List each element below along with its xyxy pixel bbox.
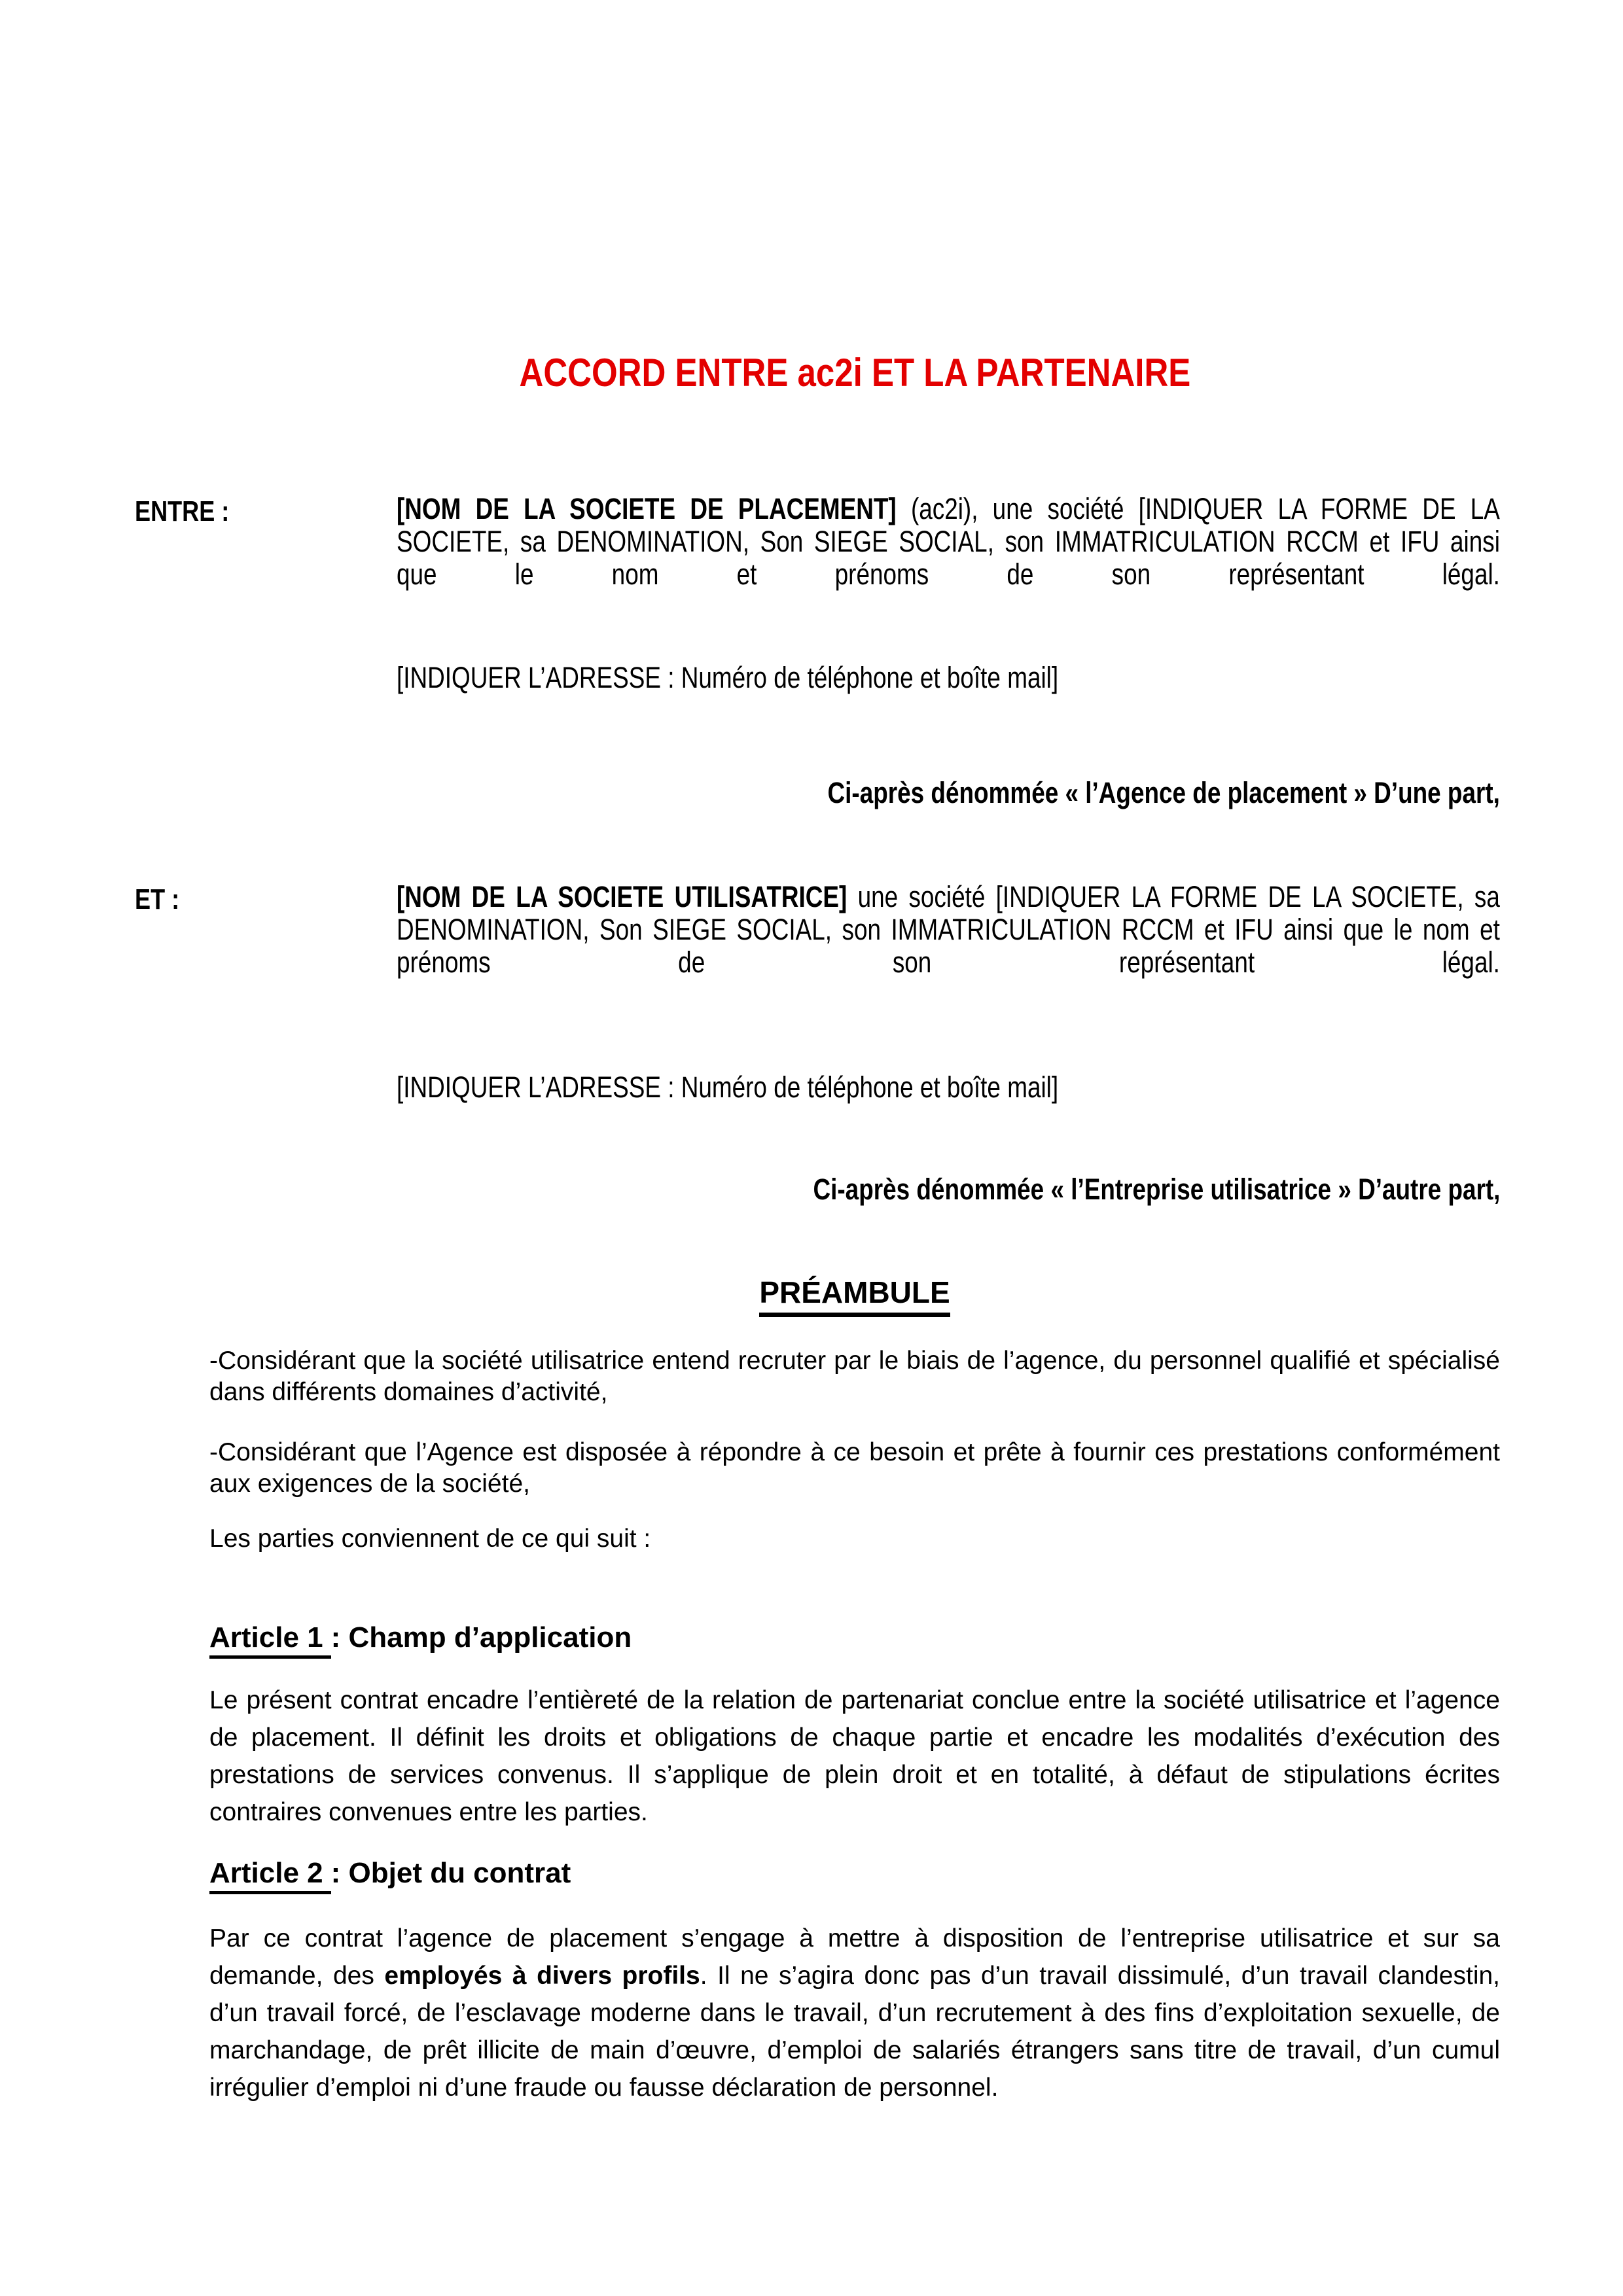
article-1-number: Article 1 — [209, 1621, 331, 1659]
et-label: ET : — [135, 883, 180, 915]
entre-label: ENTRE : — [135, 495, 230, 527]
article-2-number: Article 2 — [209, 1857, 331, 1894]
et-designation-row — [397, 1173, 1500, 1207]
article-1-title: : Champ d’application — [330, 1621, 632, 1653]
et-address-placeholder: [INDIQUER L’ADRESSE : Numéro de téléphone et boîte mail] — [397, 1070, 1059, 1104]
preamble-paragraph-1: -Considérant que la société utilisatrice entend recruter par le biais de l’agence, du personnel qualifié et spécialisé dans différents domaines d’activité, — [209, 1347, 1500, 1406]
entre-description: (ac2i), une société [INDIQUER LA FORME DE LA SOCIETE, sa DENOMINATION, Son SIEGE SOCIAL, son IMMATRICULATION RCCM et IFU ainsi que le nom et prénoms de son représentant légal. — [397, 492, 1500, 591]
et-designation: Ci-après dénommée « l’Entreprise utilisatrice » D’autre part, — [813, 1173, 1500, 1206]
entre-paragraph — [397, 493, 1500, 591]
et-paragraph — [397, 881, 1500, 979]
preamble-heading-row — [209, 1275, 1500, 1317]
entre-address-placeholder: [INDIQUER L’ADRESSE : Numéro de téléphone et boîte mail] — [397, 661, 1059, 694]
article-1-heading — [209, 1621, 632, 1654]
article-2-body — [209, 1920, 1500, 2106]
et-company-name-placeholder: [NOM DE LA SOCIETE UTILISATRICE] — [397, 880, 847, 913]
entre-company-name-placeholder: [NOM DE LA SOCIETE DE PLACEMENT] — [397, 492, 897, 525]
et-description: une société [INDIQUER LA FORME DE LA SOCIETE, sa DENOMINATION, Son SIEGE SOCIAL, son IMMATRICULATION RCCM et IFU ainsi que le nom et prénoms de son représentant légal. — [397, 880, 1500, 979]
entre-designation-row — [397, 776, 1500, 810]
preamble-heading: PRÉAMBULE — [759, 1275, 950, 1317]
article-2-heading — [209, 1857, 571, 1890]
preamble-closing-line: Les parties conviennent de ce qui suit : — [209, 1525, 651, 1553]
document-title: ACCORD ENTRE ac2i ET LA PARTENAIRE — [519, 351, 1190, 395]
article-2-body-bold-phrase: employés à divers profils — [384, 1962, 700, 1990]
article-2-body-tail: . Il ne s’agira donc pas d’un travail dissimulé, d’un travail clandestin, d’un travail forcé, de l’esclavage moderne dans le travail, d’un recrutement à des fins d’exploitation sexuelle, de marchandage, de prêt illicite de main d’œuvre, d’emploi de salariés étrangers sans titre de travail, d’un cumul irrégulier d’emploi ni d’une fraude ou fausse déclaration de personnel. — [209, 1962, 1501, 2102]
preamble-paragraph-2: -Considérant que l’Agence est disposée à répondre à ce besoin et prête à fournir ces prestations conformément aux exigences de la société, — [209, 1438, 1500, 1498]
article-1-body: Le présent contrat encadre l’entièreté de la relation de partenariat conclue entre la société utilisatrice et l’agence de placement. Il définit les droits et obligations de chaque partie et encadre les modalités d’exécution des prestations de services convenus. Il s’applique de plein droit et en totalité, à défaut de stipulations écrites contraires convenues entre les parties. — [209, 1686, 1500, 1826]
article-2-body-lead: Par ce contrat l’agence de placement s’engage à mettre à disposition de l’entreprise utilisatrice et sur sa demande, des — [209, 1924, 1500, 1990]
article-2-title: : Objet du contrat — [330, 1857, 571, 1889]
document-title-row — [209, 350, 1500, 395]
entre-designation: Ci-après dénommée « l’Agence de placement » D’une part, — [827, 776, 1500, 809]
